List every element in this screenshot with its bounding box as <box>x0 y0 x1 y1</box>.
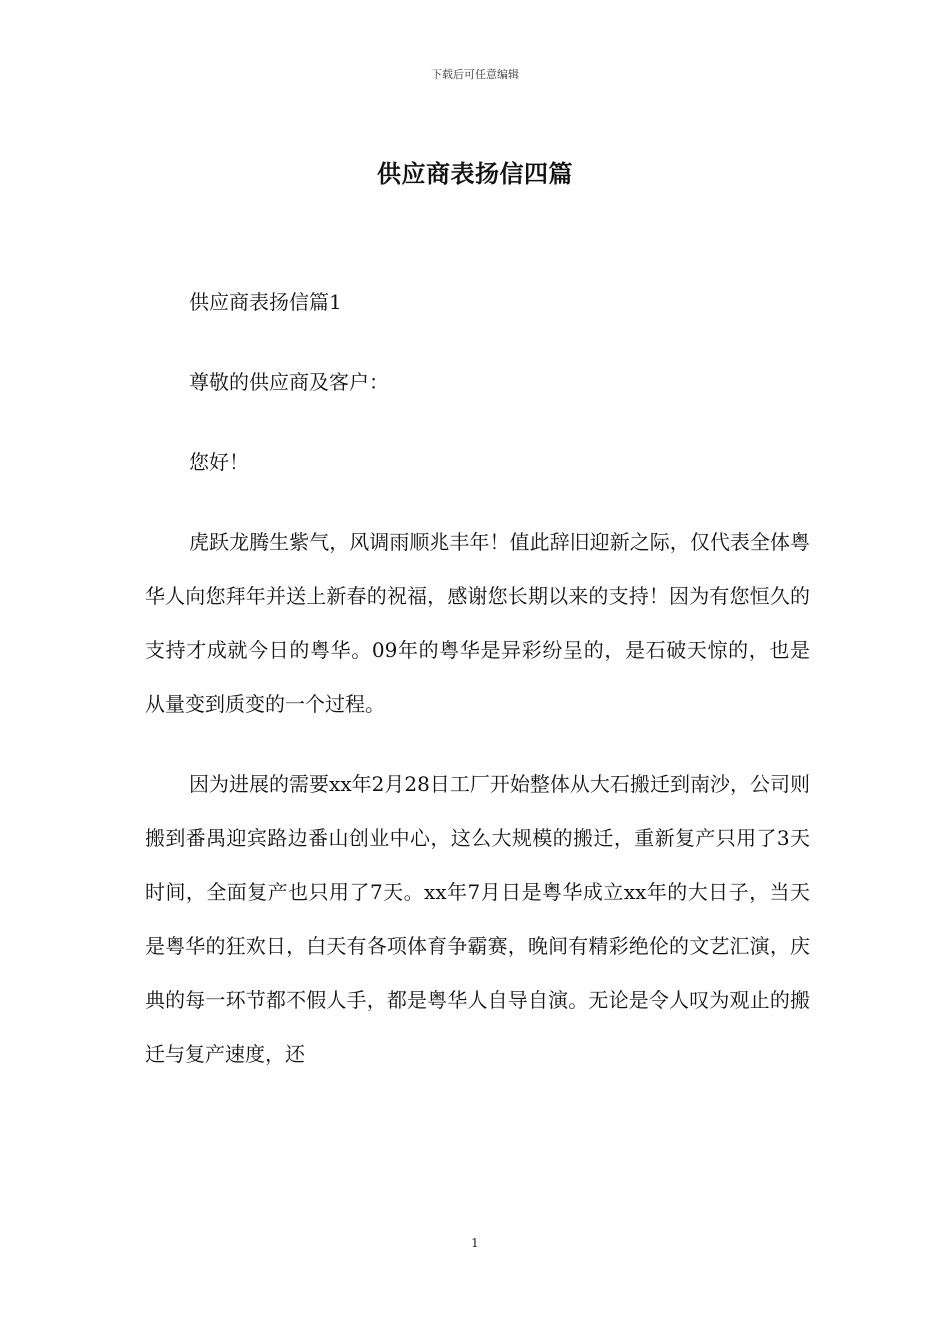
page-number: 1 <box>471 1236 479 1250</box>
section-heading: 供应商表扬信篇1 <box>189 290 342 314</box>
header-note: 下载后可任意编辑 <box>431 68 519 81</box>
document-body <box>145 275 810 1107</box>
greeting: 您好！ <box>189 450 249 474</box>
document-title: 供应商表扬信四篇 <box>377 159 573 188</box>
body-paragraph: 虎跃龙腾生紫气，风调雨顺兆丰年！值此辞旧迎新之际，仅代表全体粤华人向您拜年并送上新春的祝福，感谢您长期以来的支持！因为有您恒久的支持才成就今日的粤华。09年的粤华是异彩纷呈的，是石破天惊的，也是从量变到质变的一个过程。 <box>145 530 810 716</box>
salutation: 尊敬的供应商及客户： <box>189 370 389 394</box>
body-paragraph: 因为进展的需要xx年2月28日工厂开始整体从大石搬迁到南沙，公司则搬到番禺迎宾路边番山创业中心，这么大规模的搬迁，重新复产只用了3天时间，全面复产也只用了7天。xx年7月日是粤华成立xx年的大日子，当天是粤华的狂欢日，白天有各项体育争霸赛，晚间有精彩绝伦的文艺汇演，庆典的每一环节都不假人手，都是粤华人自导自演。无论是令人叹为观止的搬迁与复产速度，还 <box>145 772 810 1066</box>
